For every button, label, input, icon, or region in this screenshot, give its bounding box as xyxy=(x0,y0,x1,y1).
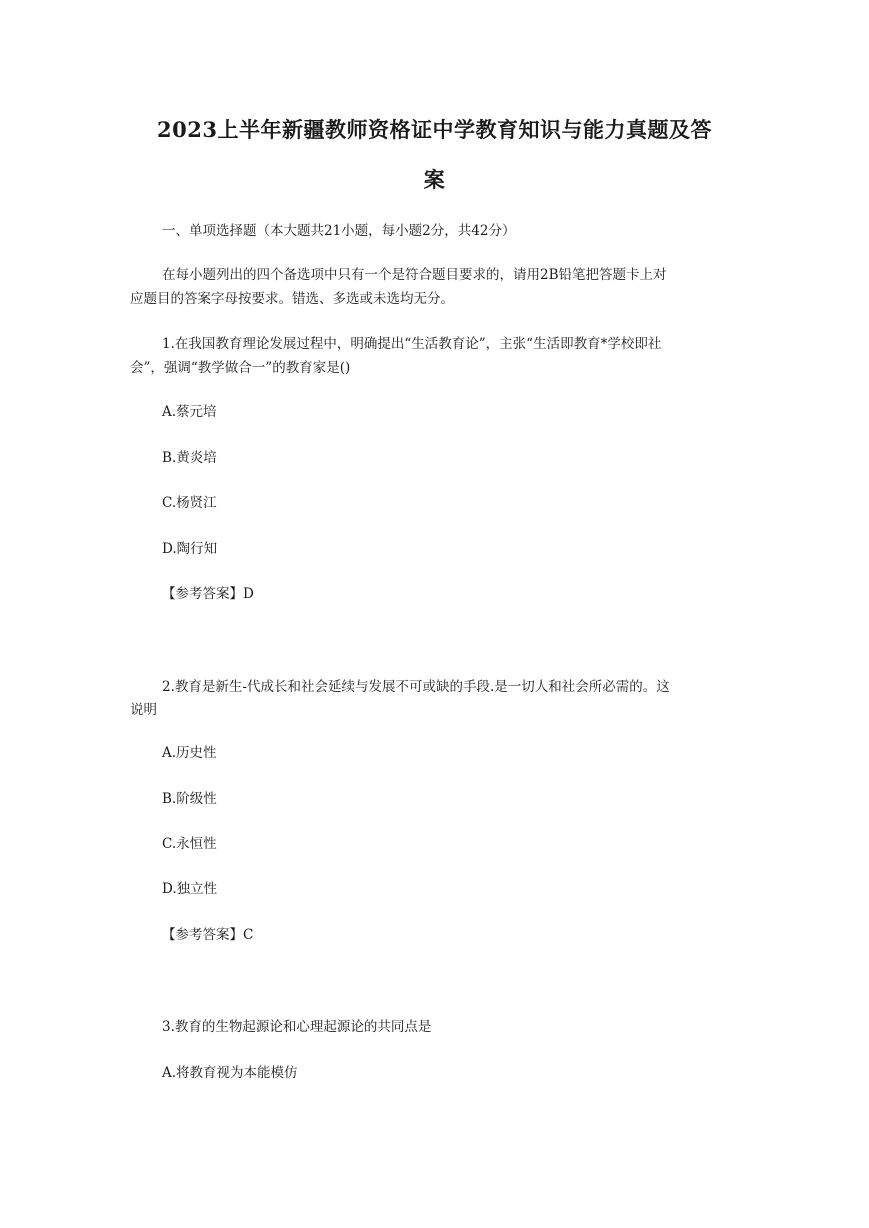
question-1-option-c: C.杨贤江 xyxy=(162,495,217,511)
question-1-option-a: A.蔡元培 xyxy=(162,404,217,420)
question-2-option-d: D.独立性 xyxy=(162,881,218,897)
question-2-stem-line2: 说明 xyxy=(130,702,157,718)
question-1-option-b: B.黄炎培 xyxy=(162,450,217,466)
question-3-stem-line1: 3.教育的生物起源论和心理起源论的共同点是 xyxy=(162,1019,432,1035)
question-2-stem-line1: 2.教育是新生-代成长和社会延续与发展不可或缺的手段.是一切人和社会所必需的。这 xyxy=(162,679,670,695)
question-1-option-d: D.陶行知 xyxy=(162,541,218,557)
section-header: 一、单项选择题（本大题共21小题，每小题2分，共42分） xyxy=(162,223,516,239)
question-2-answer: 【参考答案】C xyxy=(162,927,254,943)
instructions-line1: 在每小题列出的四个备选项中只有一个是符合题目要求的，请用2B铅笔把答题卡上对 xyxy=(162,267,667,283)
question-2-option-c: C.永恒性 xyxy=(162,836,217,852)
document-title-line1: 2023上半年新疆教师资格证中学教育知识与能力真题及答 xyxy=(157,117,712,142)
question-3-option-a: A.将教育视为本能模仿 xyxy=(162,1065,298,1081)
question-1-answer: 【参考答案】D xyxy=(162,586,254,602)
document-title-line2: 案 xyxy=(423,167,446,192)
question-1-stem-line1: 1.在我国教育理论发展过程中，明确提出“生活教育论”，主张“生活即教育*学校即社 xyxy=(162,336,662,352)
instructions-line2: 应题目的答案字母按要求。错选、多选或未选均无分。 xyxy=(130,291,454,307)
question-2-option-a: A.历史性 xyxy=(162,745,217,761)
question-1-stem-line2: 会”，强调“教学做合一”的教育家是() xyxy=(130,360,351,376)
question-2-option-b: B.阶级性 xyxy=(162,791,217,807)
